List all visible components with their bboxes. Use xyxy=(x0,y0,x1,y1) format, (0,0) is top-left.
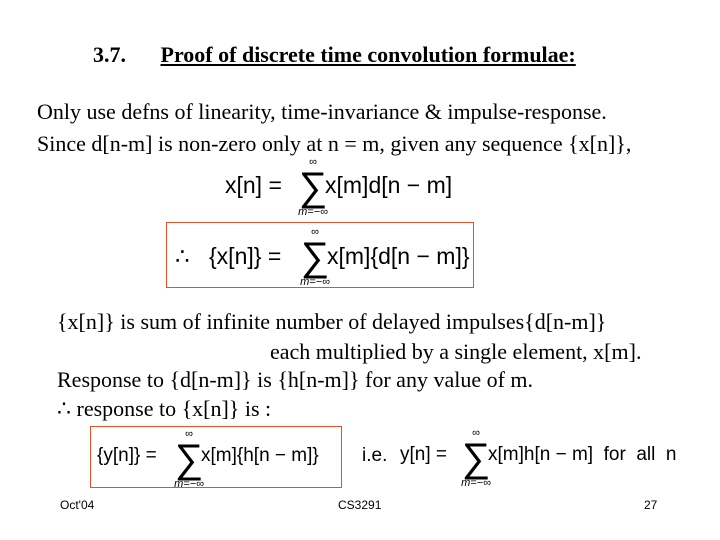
equation-2-box xyxy=(166,222,474,288)
eq2-rhs: x[m]{d[n − m]} xyxy=(327,243,470,269)
eq4-sum-lower: m=−∞ xyxy=(461,477,491,489)
equation-3 xyxy=(91,427,341,490)
body-line-1: {x[n]} is sum of infinite number of delayed impulses{d[n-m]} xyxy=(57,309,607,334)
eq1-rhs: x[m]d[n − m] xyxy=(325,172,453,198)
slide-heading xyxy=(93,42,576,68)
eq3-sum-symbol: ∑ xyxy=(174,437,204,481)
body-line-2: each multiplied by a single element, x[m]. xyxy=(270,339,642,364)
intro-line-1: Only use defns of linearity, time-invariance & impulse-response. xyxy=(37,99,607,124)
eq4-sum-upper: ∞ xyxy=(472,427,480,439)
equation-3-box xyxy=(90,426,342,488)
eq3-rhs: x[m]{h[n − m]} xyxy=(201,445,319,466)
equation-4 xyxy=(400,426,700,489)
eq1-lhs: x[n] = xyxy=(225,172,282,198)
eq3-lhs: {y[n]} = xyxy=(97,445,157,466)
body-line-3: Response to {d[n-m]} is {h[n-m]} for any value of m. xyxy=(57,367,534,392)
footer-date: Oct'04 xyxy=(60,498,95,512)
eq2-sum-upper: ∞ xyxy=(311,226,319,238)
equation-2 xyxy=(167,223,473,287)
eq2-therefore: ∴ xyxy=(175,243,190,269)
footer-course: CS3291 xyxy=(338,498,382,512)
eq1-sum-lower: m=−∞ xyxy=(298,206,328,218)
eq4-lhs: y[n] = xyxy=(400,444,447,465)
section-number: 3.7. xyxy=(93,42,126,67)
footer-page-number: 27 xyxy=(644,498,658,512)
eq1-sum-upper: ∞ xyxy=(309,156,317,168)
eq1-sum-symbol: ∑ xyxy=(298,165,328,209)
equation-1 xyxy=(225,156,465,218)
eq4-rhs: x[m]h[n − m] for all n xyxy=(488,444,677,465)
eq2-sum-lower: m=−∞ xyxy=(300,276,330,288)
intro-line-2: Since d[n-m] is non-zero only at n = m, given any sequence {x[n]}, xyxy=(37,131,632,156)
ie-label: i.e. xyxy=(362,445,388,466)
eq3-sum-lower: m=−∞ xyxy=(174,478,204,490)
eq2-lhs: {x[n]} = xyxy=(209,243,282,269)
body-line-4: ∴ response to {x[n]} is : xyxy=(57,396,272,421)
section-title: Proof of discrete time convolution formulae: xyxy=(160,42,576,67)
eq2-sum-symbol: ∑ xyxy=(300,235,330,279)
eq3-sum-upper: ∞ xyxy=(185,428,193,440)
eq4-sum-symbol: ∑ xyxy=(461,436,491,480)
